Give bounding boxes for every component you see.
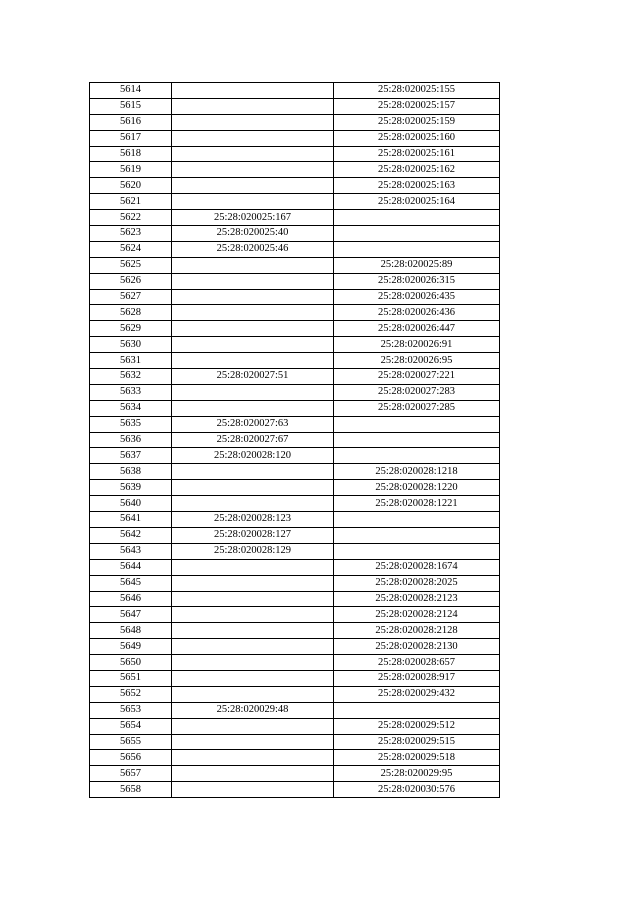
row-number-cell: 5627 xyxy=(90,289,172,305)
table-row xyxy=(90,114,500,130)
row-number-cell: 5640 xyxy=(90,496,172,512)
cadastral-number-cell-b xyxy=(334,543,500,559)
cadastral-number-cell-a xyxy=(172,194,334,210)
row-number-cell: 5628 xyxy=(90,305,172,321)
cadastral-number-cell-b: 25:28:020025:155 xyxy=(334,83,500,99)
table-row xyxy=(90,686,500,702)
row-number-cell: 5643 xyxy=(90,543,172,559)
table-row xyxy=(90,750,500,766)
cadastral-number-cell-b: 25:28:020027:285 xyxy=(334,400,500,416)
row-number-cell: 5636 xyxy=(90,432,172,448)
cadastral-number-cell-a xyxy=(172,257,334,273)
table-row xyxy=(90,718,500,734)
cadastral-number-cell-a xyxy=(172,162,334,178)
row-number-cell: 5626 xyxy=(90,273,172,289)
cadastral-number-cell-a xyxy=(172,607,334,623)
row-number-cell: 5622 xyxy=(90,210,172,226)
cadastral-number-cell-b: 25:28:020028:2123 xyxy=(334,591,500,607)
table-row xyxy=(90,512,500,528)
cadastral-number-cell-a: 25:28:020028:127 xyxy=(172,527,334,543)
cadastral-number-cell-b: 25:28:020027:221 xyxy=(334,369,500,385)
row-number-cell: 5641 xyxy=(90,512,172,528)
cadastral-number-cell-a xyxy=(172,655,334,671)
cadastral-number-cell-b: 25:28:020026:447 xyxy=(334,321,500,337)
row-number-cell: 5653 xyxy=(90,702,172,718)
cadastral-number-cell-a xyxy=(172,337,334,353)
row-number-cell: 5634 xyxy=(90,400,172,416)
table-row xyxy=(90,241,500,257)
row-number-cell: 5657 xyxy=(90,766,172,782)
cadastral-number-cell-b: 25:28:020025:162 xyxy=(334,162,500,178)
cadastral-number-cell-a: 25:28:020027:51 xyxy=(172,369,334,385)
cadastral-number-cell-b: 25:28:020028:657 xyxy=(334,655,500,671)
cadastral-number-cell-b xyxy=(334,210,500,226)
cadastral-number-table xyxy=(89,82,500,798)
cadastral-number-cell-b xyxy=(334,241,500,257)
table-row xyxy=(90,591,500,607)
cadastral-number-cell-a xyxy=(172,305,334,321)
cadastral-number-cell-b: 25:28:020025:163 xyxy=(334,178,500,194)
cadastral-number-cell-a: 25:28:020025:46 xyxy=(172,241,334,257)
cadastral-number-cell-a xyxy=(172,98,334,114)
cadastral-number-cell-b: 25:28:020028:1220 xyxy=(334,480,500,496)
row-number-cell: 5650 xyxy=(90,655,172,671)
row-number-cell: 5632 xyxy=(90,369,172,385)
table-body xyxy=(90,83,500,798)
cadastral-number-cell-a xyxy=(172,750,334,766)
table-row xyxy=(90,384,500,400)
table-row xyxy=(90,527,500,543)
cadastral-number-cell-a xyxy=(172,114,334,130)
cadastral-number-cell-b: 25:28:020028:1221 xyxy=(334,496,500,512)
cadastral-number-cell-b: 25:28:020028:917 xyxy=(334,670,500,686)
row-number-cell: 5648 xyxy=(90,623,172,639)
table-row xyxy=(90,639,500,655)
row-number-cell: 5615 xyxy=(90,98,172,114)
cadastral-number-cell-b xyxy=(334,226,500,242)
cadastral-number-cell-a: 25:28:020028:120 xyxy=(172,448,334,464)
table-row xyxy=(90,162,500,178)
table-row xyxy=(90,194,500,210)
table-row xyxy=(90,146,500,162)
row-number-cell: 5620 xyxy=(90,178,172,194)
cadastral-number-cell-a: 25:28:020028:129 xyxy=(172,543,334,559)
row-number-cell: 5652 xyxy=(90,686,172,702)
cadastral-number-cell-a xyxy=(172,464,334,480)
row-number-cell: 5639 xyxy=(90,480,172,496)
row-number-cell: 5617 xyxy=(90,130,172,146)
row-number-cell: 5621 xyxy=(90,194,172,210)
cadastral-number-cell-b: 25:28:020026:435 xyxy=(334,289,500,305)
row-number-cell: 5614 xyxy=(90,83,172,99)
table-row xyxy=(90,289,500,305)
cadastral-number-cell-b: 25:28:020026:95 xyxy=(334,353,500,369)
cadastral-number-cell-a xyxy=(172,670,334,686)
cadastral-number-cell-a xyxy=(172,782,334,798)
cadastral-number-cell-b: 25:28:020025:89 xyxy=(334,257,500,273)
table-row xyxy=(90,496,500,512)
cadastral-number-cell-a xyxy=(172,591,334,607)
table-row xyxy=(90,464,500,480)
cadastral-number-cell-b xyxy=(334,432,500,448)
row-number-cell: 5646 xyxy=(90,591,172,607)
cadastral-number-cell-a xyxy=(172,575,334,591)
cadastral-number-cell-a xyxy=(172,718,334,734)
cadastral-number-cell-b: 25:28:020029:518 xyxy=(334,750,500,766)
row-number-cell: 5655 xyxy=(90,734,172,750)
row-number-cell: 5623 xyxy=(90,226,172,242)
table-row xyxy=(90,273,500,289)
cadastral-number-cell-b: 25:28:020025:161 xyxy=(334,146,500,162)
row-number-cell: 5647 xyxy=(90,607,172,623)
table-row xyxy=(90,353,500,369)
cadastral-number-cell-b: 25:28:020026:315 xyxy=(334,273,500,289)
cadastral-number-cell-b: 25:28:020029:512 xyxy=(334,718,500,734)
table-row xyxy=(90,734,500,750)
cadastral-number-cell-b: 25:28:020026:91 xyxy=(334,337,500,353)
cadastral-number-cell-b: 25:28:020028:1674 xyxy=(334,559,500,575)
row-number-cell: 5656 xyxy=(90,750,172,766)
table-row xyxy=(90,480,500,496)
cadastral-number-cell-a: 25:28:020027:63 xyxy=(172,416,334,432)
cadastral-number-cell-b xyxy=(334,702,500,718)
cadastral-number-cell-b: 25:28:020030:576 xyxy=(334,782,500,798)
row-number-cell: 5629 xyxy=(90,321,172,337)
table-row xyxy=(90,766,500,782)
cadastral-number-cell-a: 25:28:020027:67 xyxy=(172,432,334,448)
cadastral-number-cell-b: 25:28:020028:1218 xyxy=(334,464,500,480)
cadastral-number-cell-a xyxy=(172,400,334,416)
row-number-cell: 5644 xyxy=(90,559,172,575)
table-row xyxy=(90,305,500,321)
table-row xyxy=(90,655,500,671)
cadastral-number-cell-a xyxy=(172,178,334,194)
table-row xyxy=(90,400,500,416)
table-row xyxy=(90,432,500,448)
table-row xyxy=(90,83,500,99)
table-row xyxy=(90,130,500,146)
cadastral-number-cell-b xyxy=(334,416,500,432)
row-number-cell: 5658 xyxy=(90,782,172,798)
cadastral-number-cell-a: 25:28:020028:123 xyxy=(172,512,334,528)
row-number-cell: 5654 xyxy=(90,718,172,734)
row-number-cell: 5638 xyxy=(90,464,172,480)
table-row xyxy=(90,257,500,273)
cadastral-number-cell-b xyxy=(334,527,500,543)
table-row xyxy=(90,575,500,591)
cadastral-number-cell-b xyxy=(334,448,500,464)
table-row xyxy=(90,782,500,798)
cadastral-number-cell-a: 25:28:020025:167 xyxy=(172,210,334,226)
cadastral-number-cell-a xyxy=(172,353,334,369)
row-number-cell: 5633 xyxy=(90,384,172,400)
cadastral-number-cell-b: 25:28:020029:95 xyxy=(334,766,500,782)
cadastral-number-cell-b: 25:28:020025:164 xyxy=(334,194,500,210)
cadastral-number-cell-a xyxy=(172,83,334,99)
cadastral-number-cell-a: 25:28:020025:40 xyxy=(172,226,334,242)
cadastral-number-cell-b: 25:28:020028:2130 xyxy=(334,639,500,655)
cadastral-number-cell-a xyxy=(172,686,334,702)
cadastral-number-cell-a xyxy=(172,496,334,512)
row-number-cell: 5619 xyxy=(90,162,172,178)
table-row xyxy=(90,226,500,242)
table-row xyxy=(90,337,500,353)
row-number-cell: 5635 xyxy=(90,416,172,432)
cadastral-number-cell-a xyxy=(172,480,334,496)
row-number-cell: 5645 xyxy=(90,575,172,591)
cadastral-number-cell-b: 25:28:020028:2128 xyxy=(334,623,500,639)
table-row xyxy=(90,210,500,226)
row-number-cell: 5624 xyxy=(90,241,172,257)
row-number-cell: 5649 xyxy=(90,639,172,655)
cadastral-number-cell-b: 25:28:020029:515 xyxy=(334,734,500,750)
row-number-cell: 5618 xyxy=(90,146,172,162)
cadastral-number-cell-a xyxy=(172,734,334,750)
row-number-cell: 5651 xyxy=(90,670,172,686)
table-row xyxy=(90,369,500,385)
cadastral-number-cell-b: 25:28:020028:2124 xyxy=(334,607,500,623)
table-row xyxy=(90,702,500,718)
table-row xyxy=(90,448,500,464)
cadastral-number-cell-b: 25:28:020025:157 xyxy=(334,98,500,114)
row-number-cell: 5631 xyxy=(90,353,172,369)
cadastral-number-cell-b: 25:28:020025:159 xyxy=(334,114,500,130)
cadastral-number-cell-a xyxy=(172,273,334,289)
cadastral-number-cell-a xyxy=(172,130,334,146)
cadastral-number-cell-a xyxy=(172,146,334,162)
table-row xyxy=(90,670,500,686)
row-number-cell: 5625 xyxy=(90,257,172,273)
cadastral-number-cell-a xyxy=(172,639,334,655)
table-row xyxy=(90,321,500,337)
cadastral-number-cell-a xyxy=(172,766,334,782)
cadastral-number-cell-b: 25:28:020026:436 xyxy=(334,305,500,321)
row-number-cell: 5637 xyxy=(90,448,172,464)
cadastral-number-cell-a xyxy=(172,321,334,337)
row-number-cell: 5642 xyxy=(90,527,172,543)
table-row xyxy=(90,98,500,114)
cadastral-number-cell-a xyxy=(172,384,334,400)
cadastral-number-cell-a xyxy=(172,623,334,639)
cadastral-number-cell-b: 25:28:020028:2025 xyxy=(334,575,500,591)
table-row xyxy=(90,543,500,559)
table-row xyxy=(90,178,500,194)
row-number-cell: 5616 xyxy=(90,114,172,130)
cadastral-number-cell-b: 25:28:020025:160 xyxy=(334,130,500,146)
table-row xyxy=(90,607,500,623)
row-number-cell: 5630 xyxy=(90,337,172,353)
cadastral-number-cell-b: 25:28:020027:283 xyxy=(334,384,500,400)
cadastral-number-cell-a xyxy=(172,559,334,575)
cadastral-number-cell-b xyxy=(334,512,500,528)
table-row xyxy=(90,416,500,432)
cadastral-number-cell-b: 25:28:020029:432 xyxy=(334,686,500,702)
table-row xyxy=(90,559,500,575)
cadastral-number-cell-a: 25:28:020029:48 xyxy=(172,702,334,718)
table-row xyxy=(90,623,500,639)
cadastral-number-cell-a xyxy=(172,289,334,305)
